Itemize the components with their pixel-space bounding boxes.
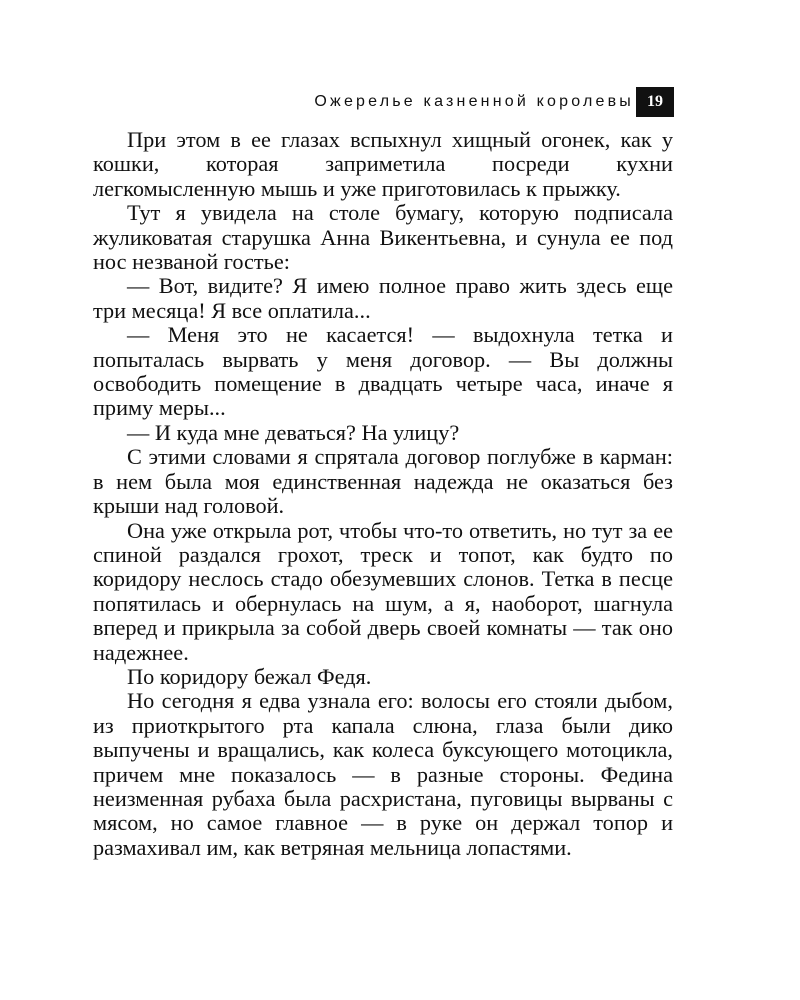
paragraph: По коридору бежал Федя.: [127, 663, 372, 689]
paragraph: — Меня это не касается! — выдохнула тетка и попыталась вырвать у меня договор. — Вы должны освободить помещение в двадцать четыре часа, иначе я приму меры...: [93, 322, 673, 421]
running-title: Ожерелье казненной королевы: [314, 93, 634, 110]
paragraph: Тут я увидела на столе бумагу, которую подписала жуликоватая старушка Анна Викентьевна, и сунула ее под нос незваной гостье:: [93, 200, 673, 275]
paragraph: С этими словами я спрятала договор поглубже в карман: в нем была моя единственная надежда не оказаться без крыши над головой.: [93, 444, 673, 519]
paragraph: — Вот, видите? Я имею полное право жить здесь еще три месяца! Я все оплатила...: [93, 273, 673, 323]
paragraph: Она уже открыла рот, чтобы что-то ответить, но тут за ее спиной раздался грохот, треск и топот, как будто по коридору неслось стадо обезумевших слонов. Тетка в песце попятилась и обернулась на шум, а я, наоборот, шагнула вперед и прикрыла за собой дверь своей комнаты — так оно надежнее.: [93, 517, 673, 665]
paragraph: — И куда мне деваться? На улицу?: [127, 419, 460, 445]
paragraph: Но сегодня я едва узнала его: волосы его стояли дыбом, из приоткрытого рта капала слюна, глаза были дико выпучены и вращались, как колеса буксующего мотоцикла, причем мне показалось — в разные стороны. Федина неизменная рубаха была расхристана, пуговицы вырваны с мясом, но самое главное — в руке он держал топор и размахивал им, как ветряная мельница лопастями.: [93, 688, 673, 860]
paragraph: При этом в ее глазах вспыхнул хищный огонек, как у кошки, которая заприметила посреди кухни легкомысленную мышь и уже приготовилась к прыжку.: [93, 127, 673, 201]
page-number: 19: [636, 87, 674, 117]
body-text: [93, 128, 673, 860]
